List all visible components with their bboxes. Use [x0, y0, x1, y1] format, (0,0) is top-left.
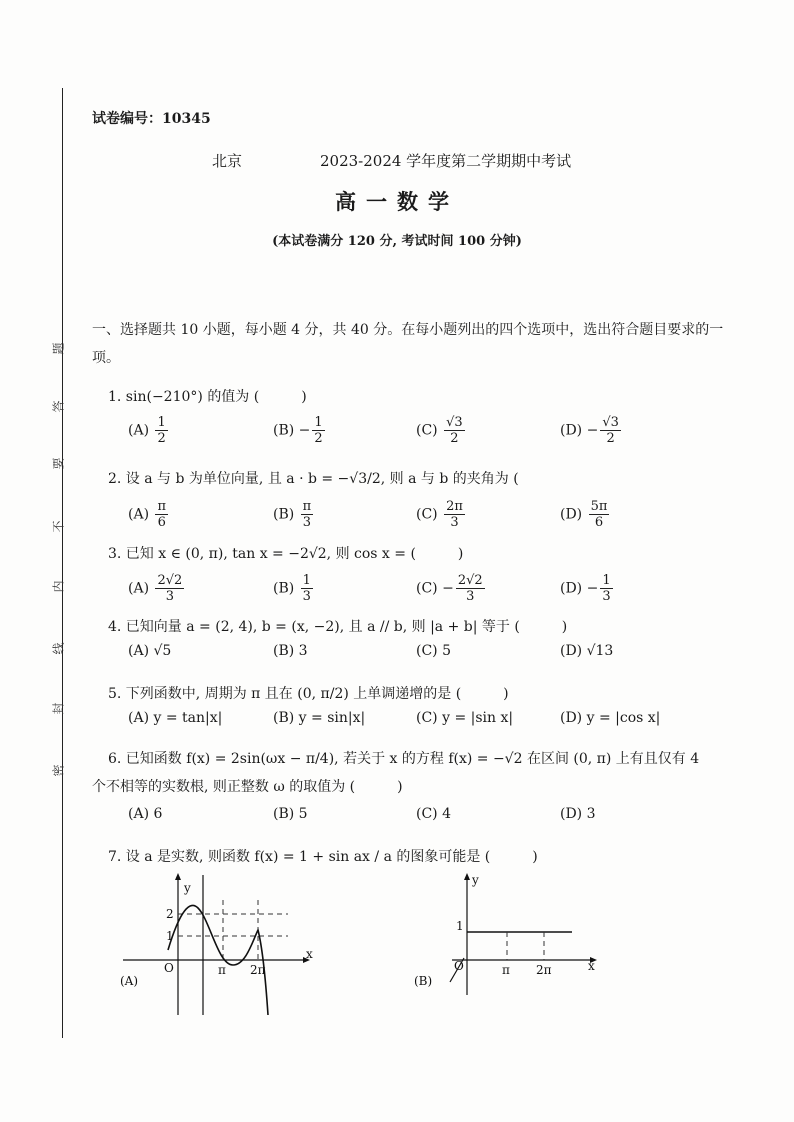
- fraction-numerator: 1: [314, 415, 323, 430]
- option-prefix: (D) √13: [560, 643, 614, 659]
- option-prefix: (C) 5: [416, 643, 451, 659]
- option-d[interactable]: [560, 643, 613, 659]
- option-prefix: (B) 3: [273, 643, 308, 659]
- option-a[interactable]: [128, 643, 171, 659]
- option-prefix: (A) 6: [128, 806, 163, 822]
- option-c[interactable]: [416, 806, 451, 822]
- margin-char: 密: [51, 764, 66, 777]
- fraction-numerator: √3: [602, 415, 619, 430]
- graph-a-tick-pi: π: [218, 963, 226, 977]
- question-stem: 5. 下列函数中, 周期为 π 且在 (0, π/2) 上单调递增的是 ( ): [108, 686, 509, 702]
- option-a[interactable]: [128, 710, 222, 726]
- margin-char: 内: [51, 580, 66, 593]
- graph-b-origin: O: [454, 959, 464, 973]
- fraction-denominator: 3: [602, 589, 611, 604]
- fraction-denominator: 6: [594, 515, 604, 530]
- fraction: [600, 415, 621, 446]
- option-prefix: (C) 4: [416, 806, 451, 822]
- fraction-numerator: 5π: [590, 499, 608, 514]
- option-b[interactable]: [273, 499, 315, 530]
- option-c[interactable]: [416, 415, 467, 446]
- option-row: [128, 499, 648, 529]
- option-prefix: (D) y = |cos x|: [560, 710, 661, 726]
- fraction-numerator: 2√2: [157, 573, 183, 588]
- option-prefix: (D): [560, 506, 587, 523]
- graph-b-ytick-1: 1: [456, 919, 464, 933]
- margin-char: 封: [51, 702, 66, 715]
- option-a[interactable]: [128, 499, 170, 530]
- option-d[interactable]: [560, 499, 611, 530]
- exam-city: 北京: [212, 152, 243, 170]
- graph-a-origin: O: [164, 961, 174, 975]
- graph-a-label: (A): [120, 974, 139, 988]
- subject-title: 高一数学: [335, 189, 459, 214]
- fraction: [301, 499, 314, 530]
- fraction-denominator: 3: [302, 515, 312, 530]
- fraction-denominator: 6: [157, 515, 166, 530]
- option-a[interactable]: [128, 415, 170, 446]
- option-a[interactable]: [128, 806, 162, 822]
- fraction-denominator: 3: [466, 589, 475, 604]
- option-b[interactable]: [273, 710, 365, 726]
- fraction-denominator: 2: [606, 431, 615, 446]
- graph-b-label: (B): [414, 974, 433, 988]
- option-prefix: (D) −: [560, 580, 599, 597]
- option-b[interactable]: [273, 573, 315, 604]
- option-prefix: (B) y = sin|x|: [273, 710, 366, 726]
- question-stem: 3. 已知 x ∈ (0, π), tan x = −2√2, 则 cos x = ( ): [108, 546, 464, 562]
- exam-note: (本试卷满分 120 分, 考试时间 100 分钟): [272, 234, 522, 249]
- option-prefix: (C) −: [416, 580, 454, 597]
- margin-char: 题: [51, 342, 66, 355]
- question-stem-cont: 个不相等的实数根, 则正整数 ω 的取值为 ( ): [92, 779, 403, 795]
- graph-b-y-label: y: [472, 873, 479, 887]
- option-b[interactable]: [273, 643, 308, 659]
- option-prefix: (C): [416, 506, 443, 523]
- option-prefix: (A): [128, 580, 154, 597]
- option-d[interactable]: [560, 710, 660, 726]
- fraction-numerator: √3: [446, 415, 463, 430]
- fraction: [312, 415, 324, 446]
- fraction: [155, 573, 184, 604]
- fraction-numerator: π: [157, 499, 167, 514]
- question-stem: 2. 设 a 与 b 为单位向量, 且 a · b = −√3/2, 则 a 与 b 的夹角为 (: [108, 471, 519, 487]
- fraction-numerator: π: [302, 499, 312, 514]
- fraction-numerator: 1: [602, 573, 611, 588]
- graph-a-ytick-1: 1: [166, 929, 174, 943]
- option-c[interactable]: [416, 710, 513, 726]
- fraction-numerator: 2√2: [457, 573, 483, 588]
- option-b[interactable]: [273, 415, 327, 446]
- option-c[interactable]: [416, 499, 467, 530]
- option-c[interactable]: [416, 643, 451, 659]
- fraction: [444, 499, 465, 530]
- option-c[interactable]: [416, 573, 487, 604]
- fraction-numerator: 1: [302, 573, 311, 588]
- graph-b: [412, 870, 612, 1020]
- option-prefix: (B): [273, 580, 299, 597]
- option-d[interactable]: [560, 806, 596, 822]
- graph-a-tick-2pi: 2π: [250, 963, 266, 977]
- fraction-numerator: 2π: [446, 499, 463, 514]
- fraction-denominator: 3: [450, 515, 459, 530]
- option-prefix: (A) √5: [128, 643, 172, 659]
- option-b[interactable]: [273, 806, 308, 822]
- option-row: [128, 643, 648, 673]
- option-row: [128, 806, 648, 836]
- paper-id: 试卷编号：10345: [92, 111, 211, 127]
- fraction-denominator: 3: [302, 589, 311, 604]
- margin-char: 不: [51, 520, 66, 533]
- graph-b-tick-2pi: 2π: [536, 963, 552, 977]
- fraction: [444, 415, 465, 446]
- option-prefix: (B) −: [273, 422, 311, 439]
- option-prefix: (D) 3: [560, 806, 596, 822]
- fraction: [600, 573, 612, 604]
- fraction-denominator: 2: [157, 431, 166, 446]
- graph-a-y-label: y: [184, 881, 191, 895]
- graph-b-x-label: x: [588, 959, 595, 973]
- option-prefix: (B) 5: [273, 806, 308, 822]
- option-d[interactable]: [560, 415, 623, 446]
- option-prefix: (D) −: [560, 422, 599, 439]
- option-row: [128, 415, 648, 445]
- margin-char: 答: [51, 400, 66, 413]
- option-d[interactable]: [560, 573, 615, 604]
- fraction: [456, 573, 485, 604]
- fraction-denominator: 2: [314, 431, 323, 446]
- margin-char: 要: [51, 457, 66, 470]
- fraction-numerator: 1: [157, 415, 166, 430]
- graph-b-tick-pi: π: [502, 963, 510, 977]
- option-row: [128, 710, 661, 740]
- option-prefix: (C) y = |sin x|: [416, 710, 514, 726]
- fraction: [155, 415, 167, 446]
- option-prefix: (B): [273, 506, 299, 523]
- graph-a-ytick-2: 2: [166, 907, 174, 921]
- graph-a-x-label: x: [306, 947, 313, 961]
- option-prefix: (A): [128, 422, 154, 439]
- fraction-denominator: 3: [165, 589, 175, 604]
- fraction: [589, 499, 610, 530]
- exam-title: 2023-2024 学年度第二学期期中考试: [320, 152, 572, 170]
- question-stem: 7. 设 a 是实数, 则函数 f(x) = 1 + sin ax / a 的图象可能是 ( ): [108, 849, 538, 865]
- fraction-denominator: 2: [450, 431, 459, 446]
- graph-a: [118, 870, 318, 1020]
- option-row: [128, 573, 648, 603]
- option-a[interactable]: [128, 573, 186, 604]
- margin-char: 线: [51, 642, 66, 655]
- option-prefix: (C): [416, 422, 443, 439]
- question-stem: 6. 已知函数 f(x) = 2sin(ωx − π/4), 若关于 x 的方程 f(x) = −√2 在区间 (0, π) 上有且仅有 4: [108, 751, 700, 767]
- section-intro: 一、选择题共 10 小题，每小题 4 分，共 40 分。在每小题列出的四个选项中，选出符合题目要求的一项。: [92, 322, 724, 366]
- question-stem: 4. 已知向量 a = (2, 4), b = (x, −2), 且 a // b, 则 |a + b| 等于 ( ): [108, 619, 568, 635]
- option-prefix: (A): [128, 506, 154, 523]
- fraction: [301, 573, 313, 604]
- question-stem: 1. sin(−210°) 的值为 ( ): [108, 389, 307, 405]
- fraction: [155, 499, 168, 530]
- option-prefix: (A) y = tan|x|: [128, 710, 223, 726]
